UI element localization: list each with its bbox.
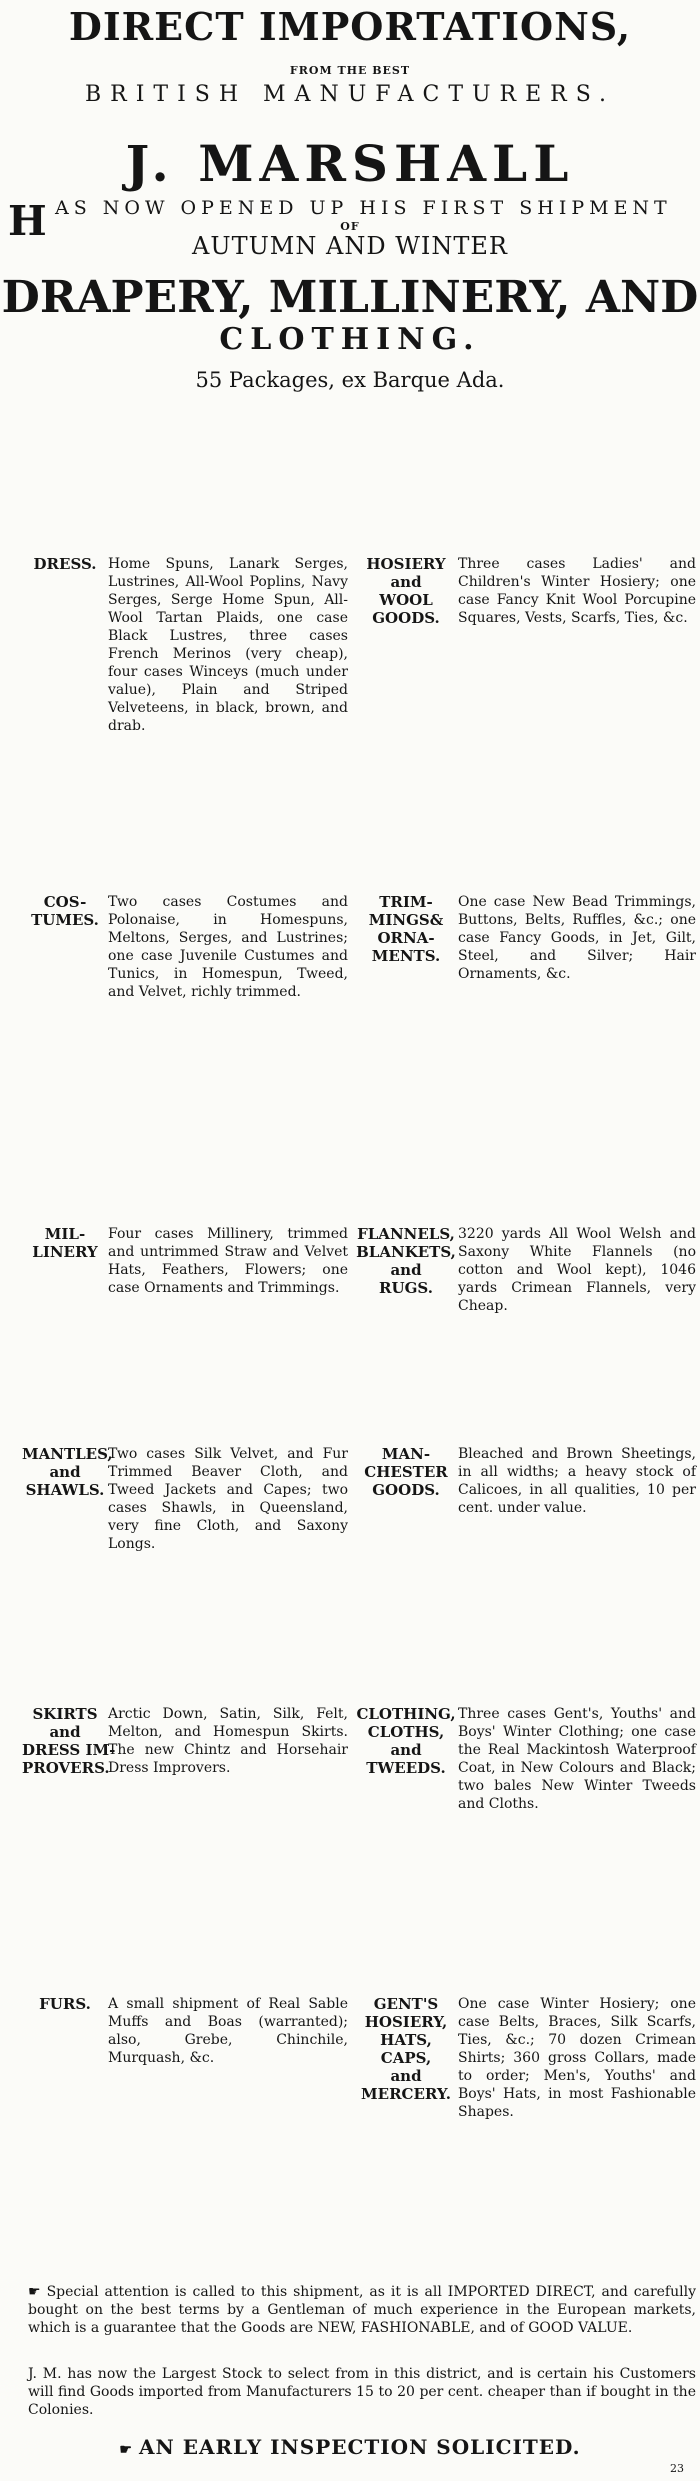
section-text-hosiery-and-wool-goods: Three cases Ladies' and Children's Winter Hosiery; one case Fancy Knit Wool Porcupine Squares, Vests, Scarfs, Ties, &c. bbox=[458, 556, 696, 626]
notice-paragraph-2 bbox=[28, 2365, 696, 2419]
section-label-line: and bbox=[390, 1741, 422, 1759]
section-label-cos-tumes bbox=[22, 893, 108, 929]
drop-cap-initial: H bbox=[8, 197, 47, 245]
section-label-flannels-blankets-and-rugs bbox=[356, 1225, 456, 1297]
section-label-line: MAN- bbox=[381, 1445, 431, 1463]
section-label-line: HATS, bbox=[380, 2031, 432, 2049]
section-label-mantles-and-shawls bbox=[22, 1445, 113, 1499]
section-text-gent-s-hosiery-hats-caps-and-mercery: One case Winter Hosiery; one case Belts, Braces, Silk Scarfs, Ties, &c.; 70 dozen Crimean Shirts; 360 gross Collars, made to order; Men's, Youths' and Boys' Hats, in most Fashionable Shapes. bbox=[458, 1996, 696, 2120]
headline-direct-importations: DIRECT IMPORTATIONS, bbox=[68, 4, 632, 49]
pointing-hand-icon: ☛ bbox=[28, 2284, 41, 2300]
section-label-line: BLANKETS, bbox=[356, 1243, 456, 1261]
season-heading: AUTUMN AND WINTER bbox=[192, 232, 508, 260]
subhead-british-manufacturers: BRITISH MANUFACTURERS. bbox=[85, 82, 615, 107]
section-label-line: and bbox=[49, 1463, 81, 1481]
section-label-line: CAPS, bbox=[380, 2049, 432, 2067]
section-label-trim-mings-orna-ments bbox=[356, 893, 456, 965]
section-label-mil-linery bbox=[22, 1225, 108, 1261]
section-label-line: TUMES. bbox=[31, 911, 99, 929]
section-text-skirts-and-dress-im-provers: Arctic Down, Satin, Silk, Felt, Melton, and Homespun Skirts. The new Chintz and Horsehair Dress Improvers. bbox=[108, 1706, 348, 1776]
section-label-line: COS- bbox=[43, 893, 87, 911]
section-label-line: and bbox=[390, 573, 422, 591]
section-label-line: CLOTHS, bbox=[367, 1723, 445, 1741]
section-label-line: MINGS& bbox=[368, 911, 444, 929]
section-label-line: PROVERS. bbox=[22, 1759, 110, 1777]
section-label-line: GOODS. bbox=[372, 609, 440, 627]
clothing-heading: CLOTHING. bbox=[219, 322, 481, 357]
pointing-hand-icon: ☛ bbox=[119, 2442, 133, 2458]
section-label-line: WOOL bbox=[379, 591, 433, 609]
notice-1-text: Special attention is called to this shipment, as it is all IMPORTED DIRECT, and carefully bought on the best terms by a Gentleman of much experience in the European markets, which is a guarantee that the Goods are NEW, FASHIONABLE, and of GOOD VALUE. bbox=[28, 2284, 696, 2336]
section-text-trim-mings-orna-ments: One case New Bead Trimmings, Buttons, Belts, Ruffles, &c.; one case Fancy Goods, in Jet, Gilt, Steel, and Silver; Hair Ornaments, &c. bbox=[458, 894, 696, 982]
section-label-line: SKIRTS bbox=[32, 1705, 98, 1723]
section-label-line: MERCERY. bbox=[361, 2085, 451, 2103]
closing-text: AN EARLY INSPECTION SOLICITED. bbox=[138, 2435, 581, 2459]
section-label-line: RUGS. bbox=[379, 1279, 433, 1297]
subhead-from-the-best: FROM THE BEST bbox=[289, 64, 411, 77]
section-label-line: DRESS. bbox=[33, 555, 97, 573]
section-label-line: CLOTHING, bbox=[356, 1705, 456, 1723]
section-label-line: and bbox=[390, 1261, 422, 1279]
section-label-man-chester-goods bbox=[356, 1445, 456, 1499]
section-label-line: MENTS. bbox=[371, 947, 441, 965]
section-label-line: MANTLES, bbox=[22, 1445, 113, 1463]
subhead-of: OF bbox=[340, 220, 360, 233]
section-label-line: TRIM- bbox=[379, 893, 433, 911]
shipment-announcement: AS NOW OPENED UP HIS FIRST SHIPMENT bbox=[55, 197, 672, 219]
section-label-line: TWEEDS. bbox=[366, 1759, 446, 1777]
section-text-furs: A small shipment of Real Sable Muffs and Boas (warranted); also, Grebe, Chinchile, Murquash, &c. bbox=[108, 1996, 348, 2066]
section-label-line: FURS. bbox=[39, 1995, 91, 2013]
section-label-line: HOSIERY bbox=[366, 555, 446, 573]
section-label-line: FLANNELS, bbox=[357, 1225, 455, 1243]
section-label-line: CHESTER bbox=[364, 1463, 448, 1481]
section-text-clothing-cloths-and-tweeds: Three cases Gent's, Youths' and Boys' Winter Clothing; one case the Real Mackintosh Waterproof Coat, in New Colours and Black; two bales New Winter Tweeds and Cloths. bbox=[458, 1706, 696, 1812]
section-label-clothing-cloths-and-tweeds bbox=[356, 1705, 456, 1777]
notice-paragraph-1 bbox=[28, 2283, 696, 2337]
section-text-mantles-and-shawls: Two cases Silk Velvet, and Fur Trimmed Beaver Cloth, and Tweed Jackets and Capes; two cases Shawls, in Queensland, very fine Cloth, and Saxony Longs. bbox=[108, 1446, 348, 1552]
section-text-flannels-blankets-and-rugs: 3220 yards All Wool Welsh and Saxony White Flannels (no cotton and Wool kept), 1046 yards Crimean Flannels, very Cheap. bbox=[458, 1226, 696, 1314]
closing-line bbox=[0, 2435, 700, 2459]
section-label-line: SHAWLS. bbox=[25, 1481, 105, 1499]
section-label-line: HOSIERY, bbox=[364, 2013, 448, 2031]
section-label-line: and bbox=[49, 1723, 81, 1741]
notice-2-text: J. M. has now the Largest Stock to select from in this district, and is certain his Customers will find Goods imported from Manufacturers 15 to 20 per cent. cheaper than if bought in the Colonies. bbox=[28, 2366, 696, 2418]
section-label-hosiery-and-wool-goods bbox=[356, 555, 456, 627]
section-text-dress: Home Spuns, Lanark Serges, Lustrines, All-Wool Poplins, Navy Serges, Serge Home Spun, All-Wool Tartan Plaids, one case Black Lustres, three cases French Merinos (very cheap), four cases Winceys (much under value), Plain and Striped Velveteens, in black, brown, and drab. bbox=[108, 556, 348, 734]
section-label-furs bbox=[22, 1995, 108, 2013]
goods-heading: DRAPERY, MILLINERY, AND bbox=[1, 272, 699, 323]
section-label-line: ORNA- bbox=[377, 929, 435, 947]
section-label-line: MIL- bbox=[44, 1225, 86, 1243]
page-number: 23 bbox=[670, 2462, 684, 2475]
section-label-line: DRESS IM- bbox=[22, 1741, 116, 1759]
section-label-line: GOODS. bbox=[372, 1481, 440, 1499]
merchant-name: J. MARSHALL bbox=[125, 134, 575, 193]
section-label-dress bbox=[22, 555, 108, 573]
section-label-line: and bbox=[390, 2067, 422, 2085]
packages-line: 55 Packages, ex Barque Ada. bbox=[195, 368, 505, 392]
section-text-man-chester-goods: Bleached and Brown Sheetings, in all widths; a heavy stock of Calicoes, in all qualities, 10 per cent. under value. bbox=[458, 1446, 696, 1516]
section-label-line: LINERY bbox=[32, 1243, 98, 1261]
section-label-skirts-and-dress-im-provers bbox=[22, 1705, 116, 1777]
section-label-gent-s-hosiery-hats-caps-and-mercery bbox=[356, 1995, 456, 2103]
section-text-mil-linery: Four cases Millinery, trimmed and untrimmed Straw and Velvet Hats, Feathers, Flowers; one case Ornaments and Trimmings. bbox=[108, 1226, 348, 1296]
section-label-line: GENT'S bbox=[373, 1995, 439, 2013]
section-text-cos-tumes: Two cases Costumes and Polonaise, in Homespuns, Meltons, Serges, and Lustrines; one case Juvenile Custumes and Tunics, in Homespun, Tweed, and Velvet, richly trimmed. bbox=[108, 894, 348, 1000]
